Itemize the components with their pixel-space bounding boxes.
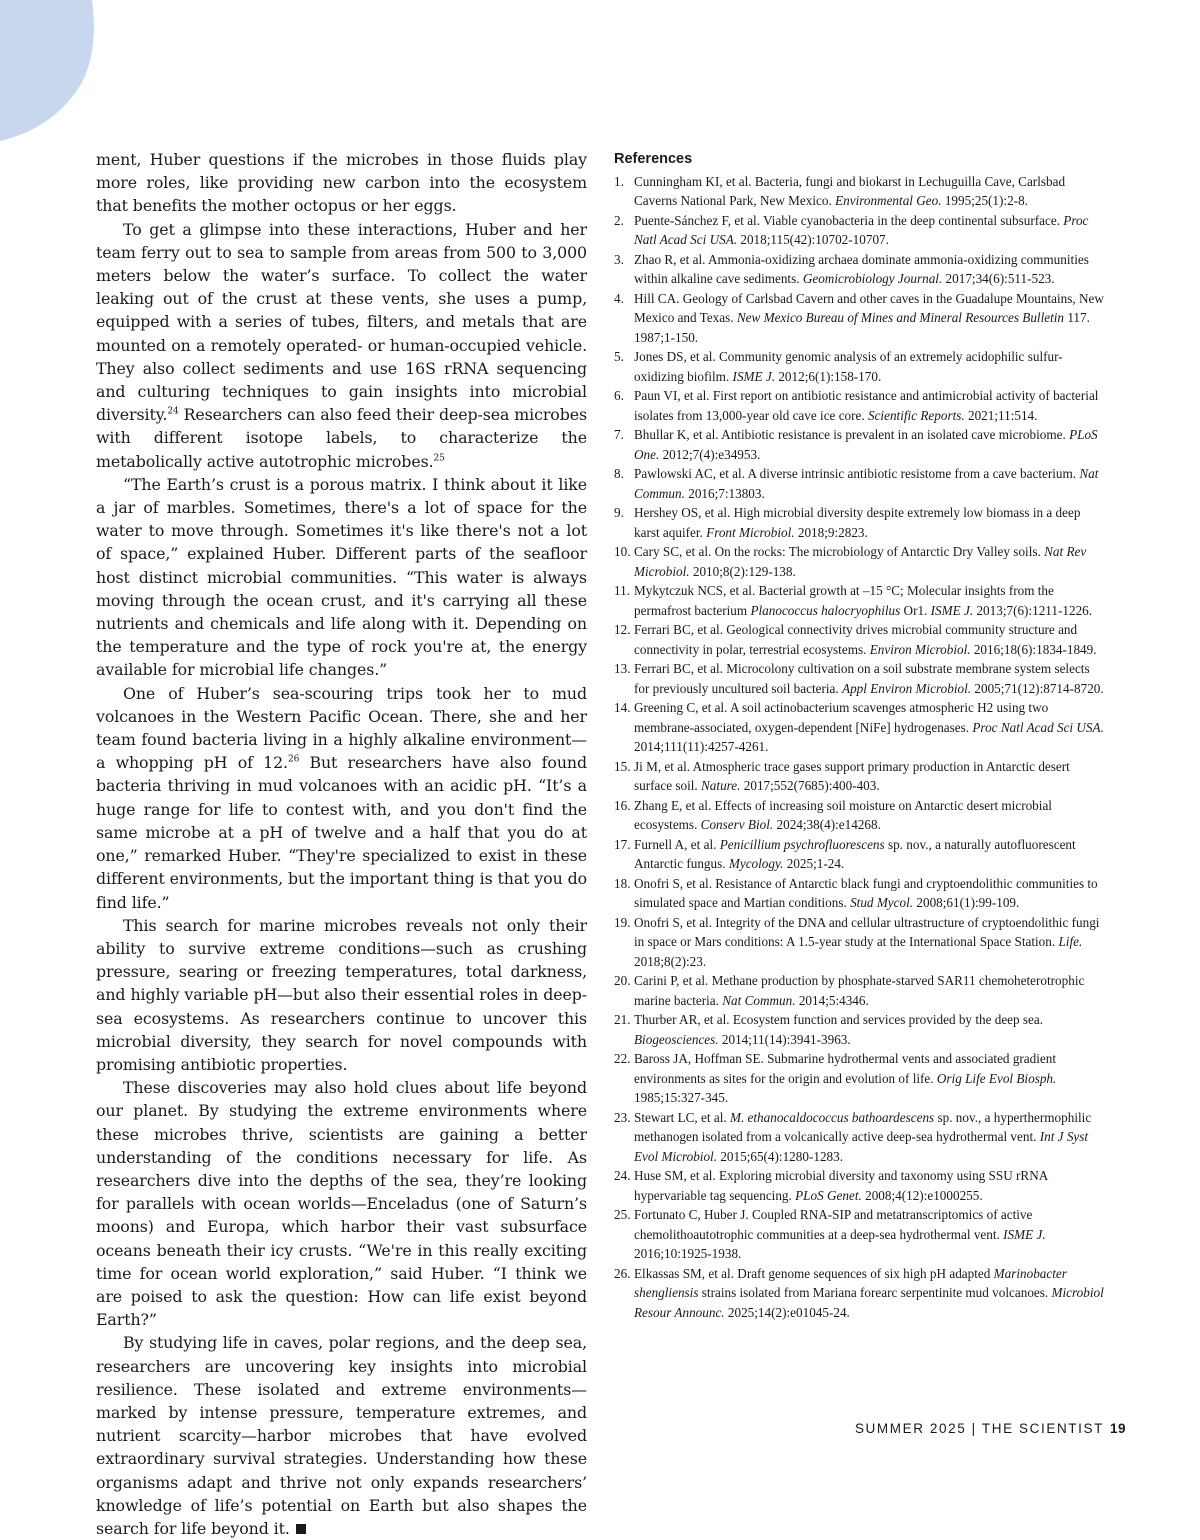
journal-name: Proc Natl Acad Sci USA.: [634, 212, 1089, 247]
journal-name: Nature.: [701, 778, 741, 793]
reference-item: 23. Stewart LC, et al. M. ethanocaldococcus bathoardescens sp. nov., a hyperthermophilic methanogen isolated from a volcanically active deep-sea hydrothermal vent. Int J Syst Evol Microbiol. 2015;65(4):1280-1283.: [614, 1109, 1092, 1164]
reference-item: 21. Thurber AR, et al. Ecosystem function and services provided by the deep sea. Biogeosciences. 2014;11(14):3941-3963.: [614, 1012, 1044, 1047]
citation-ref: 25: [433, 453, 445, 464]
reference-item: 22. Baross JA, Hoffman SE. Submarine hydrothermal vents and associated gradient environments as sites for the origin and evolution of life. Orig Life Evol Biosph. 1985;15:327-345.: [614, 1051, 1057, 1105]
reference-number: 25.: [614, 1207, 631, 1222]
reference-number: 8.: [614, 466, 624, 481]
journal-name: Stud Mycol.: [850, 895, 914, 910]
journal-name: New Mexico Bureau of Mines and Mineral Resources Bulletin: [736, 310, 1065, 325]
reference-item: 2. Puente-Sánchez F, et al. Viable cyanobacteria in the deep continental subsurface. Proc Natl Acad Sci USA. 2018;115(42):10702-10707.: [614, 212, 1089, 247]
reference-item: 4. Hill CA. Geology of Carlsbad Cavern and other caves in the Guadalupe Mountains, New Mexico and Texas. New Mexico Bureau of Mines and Mineral Resources Bulletin 117. 1987;1-150.: [614, 290, 1104, 345]
reference-number: 23.: [614, 1109, 631, 1125]
journal-name: Biogeosciences.: [634, 1031, 719, 1047]
reference-number: 3.: [614, 251, 624, 267]
reference-number: 6.: [614, 388, 624, 403]
journal-name: Int J Syst Evol Microbiol.: [634, 1129, 1089, 1164]
reference-item: 18. Onofri S, et al. Resistance of Antarctic black fungi and cryptoendolithic communities to simulated space and Martian conditions. Stud Mycol. 2008;61(1):99-109.: [614, 875, 1098, 910]
journal-name: Planococcus halocryophilus: [750, 602, 901, 618]
reference-item: 6. Paun VI, et al. First report on antibiotic resistance and antimicrobial activity of bacterial isolates from 13,000-year old cave ice core. Scientific Reports. 2021;11:514.: [614, 388, 1099, 423]
reference-number: 11.: [614, 583, 630, 598]
decorative-corner-shape: [0, 0, 100, 150]
journal-name: Environ Microbiol.: [869, 641, 971, 657]
reference-item: 11. Mykytczuk NCS, et al. Bacterial growth at –15 °C; Molecular insights from the permafrost bacterium Planococcus halocryophilus Or1. ISME J. 2013;7(6):1211-1226.: [614, 583, 1093, 618]
reference-number: 12.: [614, 622, 631, 637]
reference-item: 25. Fortunato C, Huber J. Coupled RNA-SIP and metatranscriptomics of active chemolithoautotrophic communities at a deep-sea hydrothermal vent. ISME J. 2016;10:1925-1938.: [614, 1207, 1046, 1261]
paragraph: ment, Huber questions if the microbes in those fluids play more roles, like providing new carbon into the ecosystem that benefits the mother octopus or her eggs.: [96, 150, 587, 216]
journal-name: PLoS Genet.: [795, 1187, 862, 1203]
reference-item: 24. Huse SM, et al. Exploring microbial diversity and taxonomy using SSU rRNA hypervariable tag sequencing. PLoS Genet. 2008;4(12):e1000255.: [614, 1168, 1048, 1203]
journal-name: Appl Environ Microbiol.: [842, 680, 972, 696]
citation-ref: 26: [287, 755, 300, 766]
reference-item: 7. Bhullar K, et al. Antibiotic resistance is prevalent in an isolated cave microbiome. PLoS One. 2012;7(4):e34953.: [614, 427, 1098, 462]
journal-name: ISME J.: [732, 368, 776, 384]
reference-number: 13.: [614, 661, 631, 676]
reference-item: 10. Cary SC, et al. On the rocks: The microbiology of Antarctic Dry Valley soils. Nat Rev Microbiol. 2010;8(2):129-138.: [614, 544, 1087, 579]
reference-number: 5.: [614, 349, 624, 364]
reference-item: 14. Greening C, et al. A soil actinobacterium scavenges atmospheric H2 using two membrane-associated, oxygen-dependent [NiFe] hydrogenases. Proc Natl Acad Sci USA. 2014;111(11):4257-4261.: [614, 700, 1104, 754]
journal-name: Marinobacter shengliensis: [634, 1265, 1067, 1300]
paragraph: These discoveries may also hold clues about life beyond our planet. By studying the extreme environments where these microbes thrive, scientists are gaining a better understanding of the conditions necessary for life. As researchers dive into the depths of the sea, they’re looking for parallels with ocean worlds—Enceladus (one of Saturn’s moons) and Europa, which harbor their vast subsurface oceans beneath their icy crusts. “We're in this really exciting time for ocean world exploration,” said Huber. “I think we are poised to ask the question: How can life exist beyond Earth?”: [96, 1078, 587, 1330]
journal-name: M. ethanocaldococcus bathoardescens: [729, 1109, 935, 1125]
page-footer: [855, 1421, 1126, 1436]
journal-name: Microbiol Resour Announc.: [634, 1285, 1104, 1320]
paragraph: “The Earth’s crust is a porous matrix. I think about it like a jar of marbles. Sometimes, there's a lot of space for the water to move through. Sometimes it's like there's not a lot of space,” explained Huber. Different parts of the seafloor host distinct microbial communities. “This water is always moving through the ocean crust, and it's carrying all these nutrients and chemicals and life along with it. Depending on the temperature and the type of rock you're at, the energy available for microbial life changes.”: [96, 474, 587, 680]
reference-item: 9. Hershey OS, et al. High microbial diversity despite extremely low biomass in a deep karst aquifer. Front Microbiol. 2018;9:2823.: [614, 505, 1081, 540]
journal-name: Scientific Reports.: [867, 407, 965, 423]
reference-item: 19. Onofri S, et al. Integrity of the DNA and cellular ultrastructure of cryptoendolithic fungi in space or Mars conditions: A 1.5-year study at the International Space Station. Life. 2018;8(2):23.: [614, 914, 1100, 969]
reference-item: 1. Cunningham KI, et al. Bacteria, fungi and biokarst in Lechuguilla Cave, Carlsbad Caverns National Park, New Mexico. Environmental Geo. 1995;25(1):2-8.: [614, 173, 1066, 208]
references-heading: References: [614, 151, 693, 167]
reference-number: 9.: [614, 505, 624, 520]
reference-item: 3. Zhao R, et al. Ammonia-oxidizing archaea dominate ammonia-oxidizing communities within alkaline cave sediments. Geomicrobiology Journal. 2017;34(6):511-523.: [614, 251, 1089, 286]
journal-name: Orig Life Evol Biosph.: [936, 1070, 1057, 1086]
reference-item: 16. Zhang E, et al. Effects of increasing soil moisture on Antarctic desert microbial ecosystems. Conserv Biol. 2024;38(4):e14268.: [614, 797, 1052, 832]
references-section: [614, 150, 1104, 1322]
reference-item: 12. Ferrari BC, et al. Geological connectivity drives microbial community structure and connectivity in polar, terrestrial ecosystems. Environ Microbiol. 2016;18(6):1834-1849.: [614, 622, 1097, 657]
reference-number: 1.: [614, 173, 624, 189]
reference-item: 15. Ji M, et al. Atmospheric trace gases support primary production in Antarctic desert surface soil. Nature. 2017;552(7685):400-403.: [614, 758, 1070, 793]
paragraph: To get a glimpse into these interactions, Huber and her team ferry out to sea to sample from areas from 500 to 3,000 meters below the water’s surface. To collect the water leaking out of the crust at these vents, she uses a pump, equipped with a series of tubes, filters, and metals that are mounted on a remotely operated- or human-occupied vehicle. They also collect sediments and use 16S rRNA sequencing and culturing techniques to gain insights into microbial diversity.$^{24}$ Researchers can also feed their deep-sea microbes with different isotope labels, to characterize the metabolically active autotrophic microbes.$^{25}$: [96, 219, 587, 471]
journal-name: ISME J.: [930, 602, 974, 618]
paragraph: This search for marine microbes reveals not only their ability to survive extreme conditions—such as crushing pressure, searing or freezing temperatures, total darkness, and highly variable pH—but also their essential roles in deep-sea ecosystems. As researchers continue to uncover this microbial diversity, they search for novel compounds with promising antibiotic properties.: [96, 915, 587, 1074]
journal-name: Geomicrobiology Journal.: [802, 271, 943, 286]
running-title: SUMMER 2025 | THE SCIENTIST: [854, 1421, 1104, 1436]
journal-name: Nat Commun.: [722, 992, 796, 1008]
journal-name: Proc Natl Acad Sci USA.: [972, 719, 1104, 735]
journal-name: Conserv Biol.: [700, 817, 774, 832]
reference-item: 13. Ferrari BC, et al. Microcolony cultivation on a soil substrate membrane system selects for previously uncultured soil bacteria. Appl Environ Microbiol. 2005;71(12):8714-8720.: [614, 661, 1104, 696]
journal-name: Nat Rev Microbiol.: [634, 544, 1087, 579]
reference-number: 7.: [614, 427, 624, 442]
page-number: 19: [1109, 1421, 1126, 1436]
reference-number: 24.: [614, 1168, 631, 1183]
reference-number: 20.: [614, 973, 631, 988]
reference-item: 17. Furnell A, et al. Penicillium psychrofluorescens sp. nov., a naturally autofluorescent Antarctic fungus. Mycology. 2025;1-24.: [614, 836, 1076, 871]
end-of-article-mark: [296, 1524, 306, 1534]
reference-item: 26. Elkassas SM, et al. Draft genome sequences of six high pH adapted Marinobacter shengliensis strains isolated from Mariana forearc serpentinite mud volcanoes. Microbiol Resour Announc. 2025;14(2):e01045-24.: [614, 1265, 1104, 1320]
reference-number: 14.: [614, 700, 631, 715]
reference-number: 2.: [614, 212, 624, 228]
reference-number: 26.: [614, 1265, 631, 1281]
journal-name: PLoS One.: [634, 427, 1098, 462]
reference-number: 17.: [614, 836, 631, 852]
paragraph: By studying life in caves, polar regions, and the deep sea, researchers are uncovering key insights into microbial resilience. These isolated and extreme environments—marked by intense pressure, temperature extremes, and nutrient scarcity—harbor microbes that have evolved extraordinary survival strategies. Understanding how these organisms adapt and thrive not only expands researchers’ knowledge of life’s potential on Earth but also shapes the search for life beyond it.: [96, 1333, 587, 1538]
reference-item: 20. Carini P, et al. Methane production by phosphate-starved SAR11 chemoheterotrophic marine bacteria. Nat Commun. 2014;5:4346.: [614, 973, 1085, 1008]
article-body: [96, 148, 587, 1540]
reference-number: 16.: [614, 797, 631, 813]
citation-ref: 24: [167, 406, 179, 417]
reference-number: 21.: [614, 1012, 631, 1027]
journal-name: Front Microbiol.: [706, 524, 795, 540]
reference-number: 4.: [614, 290, 624, 306]
reference-number: 18.: [614, 875, 631, 891]
references-list: [614, 172, 1104, 1323]
journal-name: ISME J.: [1003, 1226, 1046, 1242]
reference-item: 8. Pawlowski AC, et al. A diverse intrinsic antibiotic resistome from a cave bacterium. Nat Commun. 2016;7:13803.: [614, 466, 1099, 501]
reference-number: 10.: [614, 544, 631, 559]
paragraph: One of Huber’s sea-scouring trips took her to mud volcanoes in the Western Pacific Ocean. There, she and her team found bacteria living in a highly alkaline environment—a whopping pH of 12.26 But researchers have also found bacteria thriving in mud volcanoes with an acidic pH. “It’s a huge range for life to contest with, and you don't find the same microbe at a pH of twelve and a half that you do at one,” remarked Huber. “They're specialized to exist in these different environments, but the important thing is that you do find life.”: [96, 683, 588, 912]
reference-number: 19.: [614, 914, 631, 930]
journal-name: Penicillium psychrofluorescens: [719, 836, 885, 852]
journal-name: Mycology.: [728, 856, 784, 871]
reference-item: 5. Jones DS, et al. Community genomic analysis of an extremely acidophilic sulfur-oxidizing biofilm. ISME J. 2012;6(1):158-170.: [614, 349, 1063, 384]
journal-name: Life.: [1058, 934, 1083, 949]
journal-name: Environmental Geo.: [835, 193, 942, 208]
journal-name: Nat Commun.: [634, 466, 1099, 501]
reference-number: 22.: [614, 1051, 631, 1066]
reference-number: 15.: [614, 758, 631, 774]
